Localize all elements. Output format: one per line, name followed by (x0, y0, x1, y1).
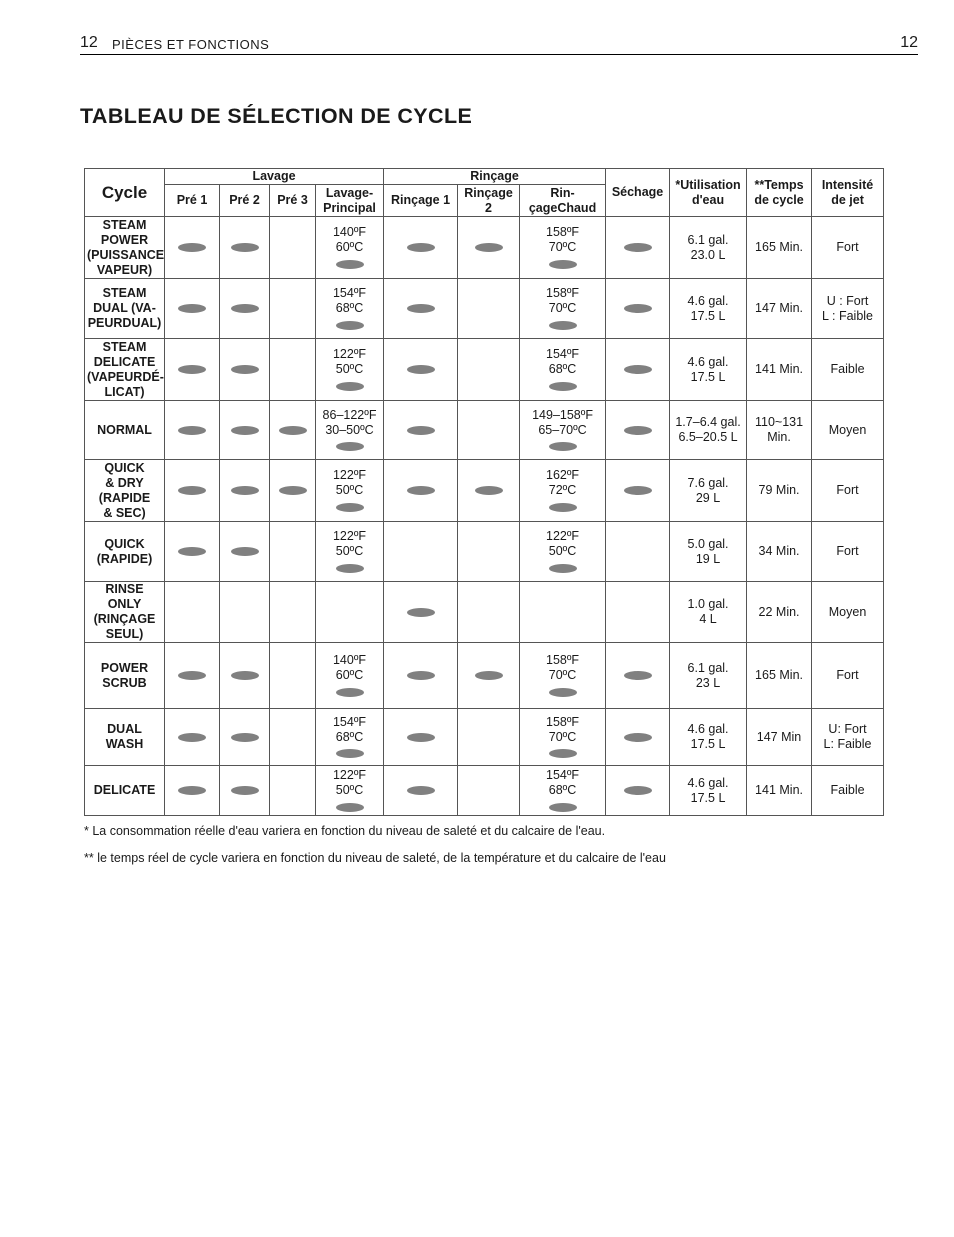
selected-dot-icon (178, 365, 206, 374)
selected-dot-icon (407, 304, 435, 313)
jet-intensity-cell: Fort (812, 217, 884, 279)
table-row (85, 339, 884, 401)
selected-dot-icon (549, 382, 577, 391)
rincage1-cell (384, 401, 458, 460)
pre1-header: Pré 1 (165, 185, 220, 217)
rincage1-header: Rinçage 1 (384, 185, 458, 217)
selected-dot-icon (231, 304, 259, 313)
rincage2-cell (458, 279, 520, 339)
pre1-cell (165, 522, 220, 582)
cycle-time-cell: 22 Min. (747, 582, 812, 643)
selected-dot-icon (336, 803, 364, 812)
page-header (80, 32, 918, 55)
rincage2-cell (458, 217, 520, 279)
selected-dot-icon (624, 365, 652, 374)
rincage-chaud-cell: 122ºF 50ºC (520, 522, 606, 582)
rincage2-cell (458, 643, 520, 709)
lavage-principal-cell: 140ºF 60ºC (316, 217, 384, 279)
rincage2-cell (458, 582, 520, 643)
selected-dot-icon (178, 671, 206, 680)
rincage1-cell (384, 279, 458, 339)
selected-dot-icon (336, 382, 364, 391)
jet-intensity-cell: Faible (812, 766, 884, 816)
rincage-chaud-cell: 149–158ºF 65–70ºC (520, 401, 606, 460)
jet-intensity-cell: Fort (812, 643, 884, 709)
selected-dot-icon (178, 733, 206, 742)
rincage1-cell (384, 643, 458, 709)
selected-dot-icon (178, 786, 206, 795)
water-usage-cell: 4.6 gal. 17.5 L (670, 709, 747, 766)
selected-dot-icon (407, 426, 435, 435)
selected-dot-icon (624, 486, 652, 495)
cycle-name: STEAM POWER (PUISSANCE VAPEUR) (85, 217, 165, 279)
selected-dot-icon (407, 786, 435, 795)
selected-dot-icon (549, 688, 577, 697)
selected-dot-icon (231, 733, 259, 742)
selected-dot-icon (231, 426, 259, 435)
selected-dot-icon (178, 426, 206, 435)
pre1-cell (165, 766, 220, 816)
selected-dot-icon (178, 304, 206, 313)
cycle-name: RINSE ONLY (RINÇAGE SEUL) (85, 582, 165, 643)
pre3-cell (270, 709, 316, 766)
rincage1-cell (384, 217, 458, 279)
cycle-time-cell: 147 Min. (747, 279, 812, 339)
table-row (85, 766, 884, 816)
pre3-cell (270, 279, 316, 339)
rincage1-cell (384, 460, 458, 522)
water-usage-cell: 7.6 gal. 29 L (670, 460, 747, 522)
selected-dot-icon (178, 243, 206, 252)
water-usage-cell: 4.6 gal. 17.5 L (670, 339, 747, 401)
sechage-cell (606, 709, 670, 766)
rincage1-cell (384, 709, 458, 766)
page-title: TABLEAU DE SÉLECTION DE CYCLE (80, 104, 473, 128)
sechage-header: Séchage (606, 169, 670, 217)
pre2-cell (220, 766, 270, 816)
jet-intensity-cell: Faible (812, 339, 884, 401)
selected-dot-icon (624, 243, 652, 252)
pre1-cell (165, 709, 220, 766)
cycle-column-header: Cycle (85, 169, 165, 217)
pre1-cell (165, 460, 220, 522)
cycle-name: DELICATE (85, 766, 165, 816)
water-usage-cell: 4.6 gal. 17.5 L (670, 766, 747, 816)
cycle-time-cell: 110~131 Min. (747, 401, 812, 460)
selected-dot-icon (279, 486, 307, 495)
rincage-chaud-cell: 154ºF 68ºC (520, 766, 606, 816)
selected-dot-icon (549, 260, 577, 269)
rincage2-cell (458, 522, 520, 582)
selected-dot-icon (231, 547, 259, 556)
table-row (85, 582, 884, 643)
cycle-time-cell: 34 Min. (747, 522, 812, 582)
sechage-cell (606, 766, 670, 816)
pre2-cell (220, 709, 270, 766)
table-body (85, 217, 884, 816)
selected-dot-icon (475, 243, 503, 252)
cycle-time-cell: 141 Min. (747, 766, 812, 816)
pre2-cell (220, 643, 270, 709)
cycle-time-cell: 165 Min. (747, 643, 812, 709)
pre1-cell (165, 339, 220, 401)
page-number-right: 12 (900, 34, 918, 51)
rincage-chaud-cell (520, 582, 606, 643)
rincage-chaud-cell: 158ºF 70ºC (520, 709, 606, 766)
cycle-time-cell: 141 Min. (747, 339, 812, 401)
rincage2-cell (458, 401, 520, 460)
rincage2-cell (458, 460, 520, 522)
selected-dot-icon (336, 321, 364, 330)
cycle-name: DUAL WASH (85, 709, 165, 766)
lavage-principal-cell: 154ºF 68ºC (316, 279, 384, 339)
cycle-name: STEAM DELICATE (VAPEURDÉ- LICAT) (85, 339, 165, 401)
pre2-cell (220, 339, 270, 401)
selected-dot-icon (336, 688, 364, 697)
rincage2-cell (458, 766, 520, 816)
table-row (85, 460, 884, 522)
lavage-principal-cell: 122ºF 50ºC (316, 766, 384, 816)
rincage-chaud-cell: 158ºF 70ºC (520, 279, 606, 339)
selected-dot-icon (624, 304, 652, 313)
footnote-water: * La consommation réelle d'eau variera en fonction du niveau de saleté et du calcaire de l'eau. (84, 824, 606, 838)
selected-dot-icon (549, 803, 577, 812)
intensite-jet-header: Intensité de jet (812, 169, 884, 217)
rincage1-cell (384, 339, 458, 401)
selected-dot-icon (624, 786, 652, 795)
pre2-cell (220, 460, 270, 522)
cycle-time-cell: 165 Min. (747, 217, 812, 279)
jet-intensity-cell: U: Fort L: Faible (812, 709, 884, 766)
table-row (85, 279, 884, 339)
sechage-cell (606, 582, 670, 643)
pre2-cell (220, 522, 270, 582)
selected-dot-icon (407, 243, 435, 252)
pre1-cell (165, 582, 220, 643)
rincage1-cell (384, 522, 458, 582)
selected-dot-icon (475, 486, 503, 495)
selected-dot-icon (549, 564, 577, 573)
pre2-header: Pré 2 (220, 185, 270, 217)
pre2-cell (220, 582, 270, 643)
rincage2-header: Rinçage 2 (458, 185, 520, 217)
water-usage-cell: 6.1 gal. 23 L (670, 643, 747, 709)
selected-dot-icon (336, 503, 364, 512)
table-row (85, 401, 884, 460)
rincage-chaud-header: Rin- çageChaud (520, 185, 606, 217)
lavage-principal-cell: 122ºF 50ºC (316, 522, 384, 582)
selected-dot-icon (178, 486, 206, 495)
rincage-chaud-cell: 158ºF 70ºC (520, 643, 606, 709)
lavage-principal-cell: 122ºF 50ºC (316, 339, 384, 401)
selected-dot-icon (407, 365, 435, 374)
selected-dot-icon (231, 486, 259, 495)
selected-dot-icon (549, 749, 577, 758)
selected-dot-icon (336, 749, 364, 758)
jet-intensity-cell: U : Fort L : Faible (812, 279, 884, 339)
table-row (85, 643, 884, 709)
rincage2-cell (458, 709, 520, 766)
pre1-cell (165, 279, 220, 339)
cycle-time-cell: 79 Min. (747, 460, 812, 522)
footnote-time: ** le temps réel de cycle variera en fonction du niveau de saleté, de la température et du calcaire de l'eau (84, 851, 666, 865)
cycle-name: NORMAL (85, 401, 165, 460)
rincage-chaud-cell: 162ºF 72ºC (520, 460, 606, 522)
sechage-cell (606, 401, 670, 460)
pre3-cell (270, 582, 316, 643)
cycle-selection-table (84, 168, 884, 816)
lavage-group-header: Lavage (165, 169, 384, 185)
pre1-cell (165, 217, 220, 279)
selected-dot-icon (231, 365, 259, 374)
table-row (85, 709, 884, 766)
pre1-cell (165, 643, 220, 709)
pre3-cell (270, 522, 316, 582)
selected-dot-icon (336, 260, 364, 269)
water-usage-cell: 1.7–6.4 gal. 6.5–20.5 L (670, 401, 747, 460)
lavage-principal-cell: 140ºF 60ºC (316, 643, 384, 709)
selected-dot-icon (407, 671, 435, 680)
cycle-name: POWER SCRUB (85, 643, 165, 709)
sechage-cell (606, 460, 670, 522)
pre3-cell (270, 643, 316, 709)
pre3-cell (270, 766, 316, 816)
water-usage-cell: 4.6 gal. 17.5 L (670, 279, 747, 339)
selected-dot-icon (549, 503, 577, 512)
selected-dot-icon (624, 671, 652, 680)
rincage-group-header: Rinçage (384, 169, 606, 185)
lavage-principal-header: Lavage- Principal (316, 185, 384, 217)
jet-intensity-cell: Moyen (812, 401, 884, 460)
selected-dot-icon (231, 671, 259, 680)
table-row (85, 522, 884, 582)
sechage-cell (606, 339, 670, 401)
jet-intensity-cell: Fort (812, 460, 884, 522)
selected-dot-icon (336, 442, 364, 451)
lavage-principal-cell: 86–122ºF 30–50ºC (316, 401, 384, 460)
selected-dot-icon (231, 786, 259, 795)
sechage-cell (606, 643, 670, 709)
rincage1-cell (384, 582, 458, 643)
section-title: PIÈCES ET FONCTIONS (112, 37, 270, 52)
cycle-name: QUICK (RAPIDE) (85, 522, 165, 582)
selected-dot-icon (407, 608, 435, 617)
jet-intensity-cell: Moyen (812, 582, 884, 643)
rincage-chaud-cell: 158ºF 70ºC (520, 217, 606, 279)
temps-cycle-header: **Temps de cycle (747, 169, 812, 217)
table-row (85, 217, 884, 279)
selected-dot-icon (475, 671, 503, 680)
pre3-cell (270, 460, 316, 522)
sechage-cell (606, 217, 670, 279)
cycle-name: QUICK & DRY (RAPIDE & SEC) (85, 460, 165, 522)
selected-dot-icon (336, 564, 364, 573)
selected-dot-icon (549, 442, 577, 451)
lavage-principal-cell: 154ºF 68ºC (316, 709, 384, 766)
cycle-time-cell: 147 Min (747, 709, 812, 766)
water-usage-cell: 5.0 gal. 19 L (670, 522, 747, 582)
water-usage-cell: 1.0 gal. 4 L (670, 582, 747, 643)
selected-dot-icon (231, 243, 259, 252)
rincage1-cell (384, 766, 458, 816)
jet-intensity-cell: Fort (812, 522, 884, 582)
selected-dot-icon (407, 733, 435, 742)
pre1-cell (165, 401, 220, 460)
pre2-cell (220, 401, 270, 460)
pre2-cell (220, 217, 270, 279)
cycle-name: STEAM DUAL (VA- PEURDUAL) (85, 279, 165, 339)
pre3-header: Pré 3 (270, 185, 316, 217)
rincage2-cell (458, 339, 520, 401)
page-number-left: 12 (80, 34, 98, 51)
sechage-cell (606, 279, 670, 339)
pre3-cell (270, 401, 316, 460)
selected-dot-icon (279, 426, 307, 435)
lavage-principal-cell (316, 582, 384, 643)
selected-dot-icon (178, 547, 206, 556)
selected-dot-icon (624, 426, 652, 435)
pre2-cell (220, 279, 270, 339)
pre3-cell (270, 217, 316, 279)
rincage-chaud-cell: 154ºF 68ºC (520, 339, 606, 401)
pre3-cell (270, 339, 316, 401)
selected-dot-icon (407, 486, 435, 495)
lavage-principal-cell: 122ºF 50ºC (316, 460, 384, 522)
selected-dot-icon (624, 733, 652, 742)
utilisation-eau-header: *Utilisation d'eau (670, 169, 747, 217)
sechage-cell (606, 522, 670, 582)
selected-dot-icon (549, 321, 577, 330)
water-usage-cell: 6.1 gal. 23.0 L (670, 217, 747, 279)
